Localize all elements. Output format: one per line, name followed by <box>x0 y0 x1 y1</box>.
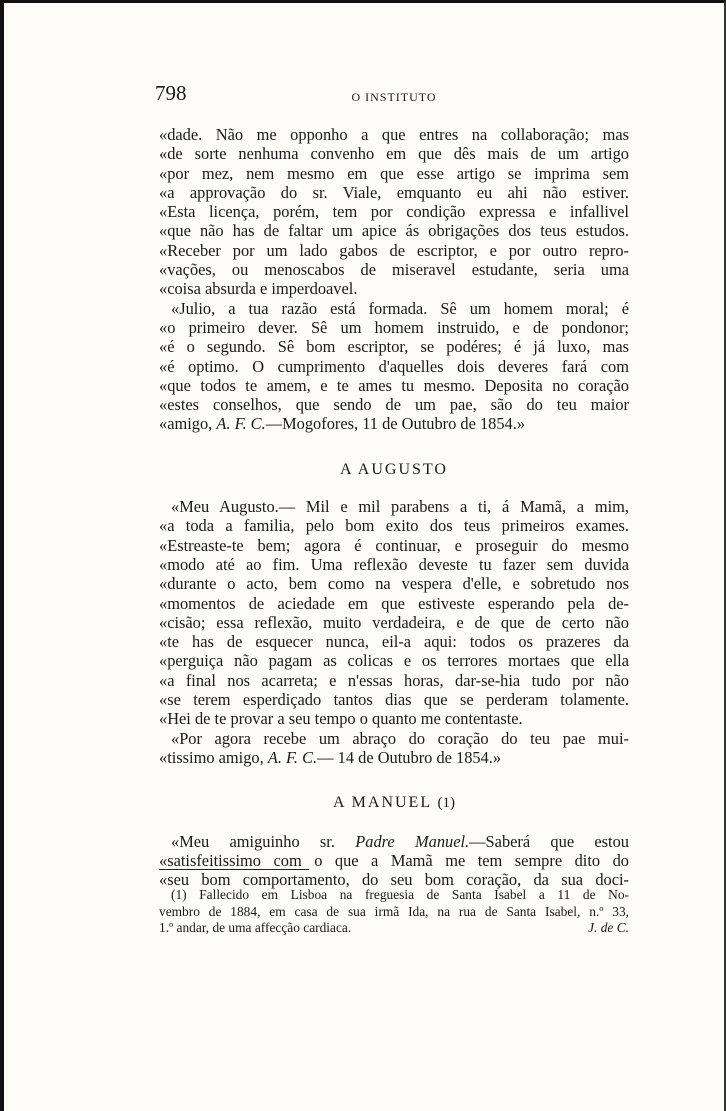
text-line: «coisa absurda e imperdoavel. <box>159 279 358 299</box>
footnote-marker: (1) <box>437 795 455 812</box>
text-line: «Por agora recebe um abraço do coração do teu pae mui- <box>171 728 629 748</box>
heading-text: A MANUEL <box>332 794 432 812</box>
text-line <box>159 832 629 851</box>
text-line: «Hei de te provar a seu tempo o quanto me contentaste. <box>159 709 523 729</box>
text-line: «vações, ou menoscabos de miseravel estudante, seria uma <box>159 260 629 280</box>
running-title: O INSTITUTO <box>351 90 437 104</box>
letter2-paragraph2 <box>159 729 629 768</box>
salutation-suffix: —Saberá que estou <box>469 831 629 851</box>
text-line: «é optimo. O cumprimento d'aquelles dois deveres fará com <box>159 356 629 376</box>
closing-date: — 14 de Outubro de 1854.» <box>317 747 502 767</box>
footnote-text: 1.º andar, de uma affecção cardiaca. <box>159 920 352 935</box>
letter2-closing <box>159 748 629 767</box>
footnote-signature: J. de C. <box>588 920 629 935</box>
body-text <box>159 125 629 889</box>
text-line: «te has de esquecer nunca, eil-a aqui: todos os prazeres da <box>159 632 629 652</box>
footnotes <box>159 887 629 937</box>
text-line: «o primeiro dever. Sê um homem instruido, e de pondonor; <box>159 317 629 337</box>
letter3-paragraph1 <box>159 832 629 890</box>
text-line: «perguiça não pagam as colicas e os terrores mortaes que ella <box>159 651 629 671</box>
footnote-rule <box>159 869 309 870</box>
text-line: «de sorte nenhuma convenho em que dês mais de um artigo <box>159 144 629 164</box>
text-line: «satisfeitissimo com o que a Mamã me tem sempre dito do <box>159 850 629 870</box>
section-heading-manuel <box>159 793 629 813</box>
signature-initials: A. F. C. <box>267 747 318 767</box>
text-line: «Estreaste-te bem; agora é continuar, e proseguir do mesmo <box>159 535 629 555</box>
section-heading-augusto: A AUGUSTO <box>340 460 448 478</box>
footnote-line: vembro de 1884, em casa de sua irmã Ida, na rua de Santa Isabel, n.º 33, <box>159 903 629 919</box>
text-line: «seu bom comportamento, do seu bom coração, da sua doci- <box>159 870 629 890</box>
letter1-paragraph2 <box>159 299 629 434</box>
text-line: «Receber por um lado gabos de escriptor, e por outro repro- <box>159 240 629 260</box>
text-line: «a toda a familia, pelo bom exito dos teus primeiros exames. <box>159 516 629 536</box>
text-line: «Meu Augusto.— Mil e mil parabens a ti, á Mamã, a mim, <box>171 497 629 517</box>
text-line: «estes conselhos, que sendo de um pae, são do teu maior <box>159 395 629 415</box>
text-line: «por mez, nem mesmo em que esse artigo se imprima sem <box>159 163 629 183</box>
text-line: «a final nos acarreta; e n'essas horas, dar-se-hia tudo por não <box>159 670 629 690</box>
letter1-paragraph1 <box>159 125 629 299</box>
text-line: «se terem esperdiçado tantos dias que se perderam tolamente. <box>159 690 629 710</box>
page-content <box>155 81 629 890</box>
text-line: «Julio, a tua razão está formada. Sê um homem moral; é <box>171 298 629 318</box>
text-line: «que todos te amem, e te ames tu mesmo. Deposita no coração <box>159 375 629 395</box>
text-line: «que não has de faltar um apice ás obrigações dos teus estudos. <box>159 221 629 241</box>
page-number: 798 <box>155 81 187 105</box>
text-line: «dade. Não me opponho a que entres na collaboração; mas <box>159 125 629 144</box>
salutation-prefix: «Meu amiguinho sr. <box>171 831 356 851</box>
footnote-line: (1) Fallecido em Lisboa na freguesia de Santa Isabel a 11 de No- <box>171 887 629 902</box>
text-line: «Esta licença, porém, tem por condição expressa e infallivel <box>159 202 629 222</box>
text-line: «momentos de aciedade em que estiveste esperando pela de- <box>159 593 629 613</box>
text-line: «a approvação do sr. Viale, emquanto eu ahi não estiver. <box>159 182 629 202</box>
footnote-line-last <box>159 920 629 937</box>
addressee-name: Padre Manuel. <box>355 831 470 851</box>
text-line: «cisão; essa reflexão, muito verdadeira, e de que de certo não <box>159 612 629 632</box>
closing-prefix: «amigo, <box>159 414 217 434</box>
letter1-closing <box>159 414 629 433</box>
closing-date: —Mogofores, 11 de Outubro de 1854.» <box>265 414 526 434</box>
closing-prefix: «tissimo amigo, <box>159 747 268 767</box>
letter2-paragraph1 <box>159 497 629 729</box>
running-head <box>155 81 629 107</box>
text-line: «durante o acto, bem como na vespera d'elle, e sobretudo nos <box>159 574 629 594</box>
text-line: «é o segundo. Sê bom escriptor, se podéres; é já luxo, mas <box>159 337 629 357</box>
signature-initials: A. F. C. <box>216 414 266 434</box>
text-line: «modo até ao fim. Uma reflexão deveste tu fazer sem duvida <box>159 554 629 574</box>
